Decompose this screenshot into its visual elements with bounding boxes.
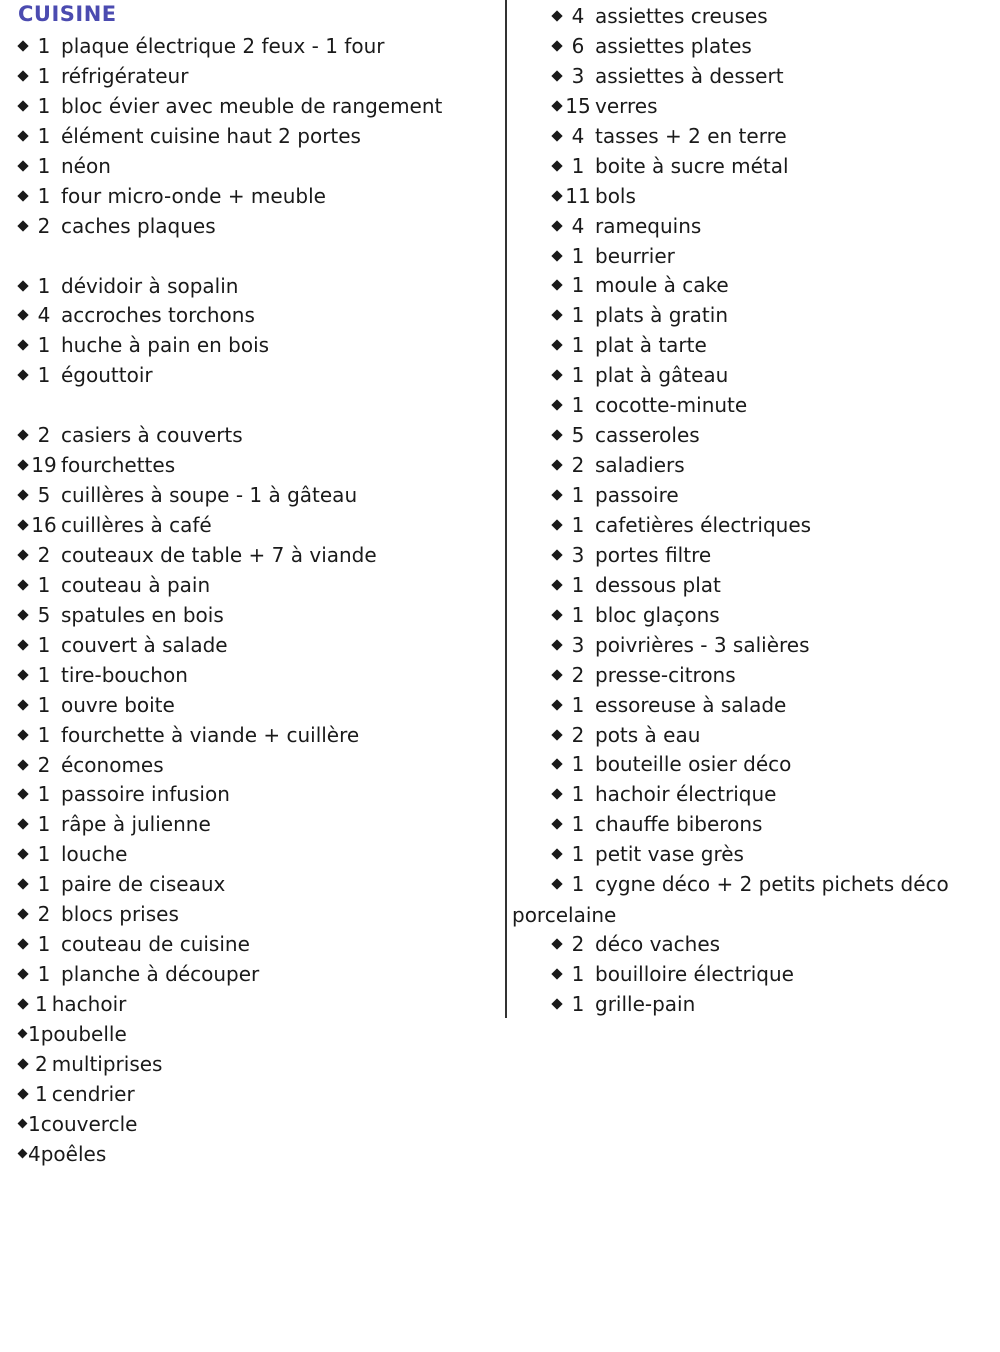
item-quantity: 1 (37, 363, 51, 388)
list-item (16, 1020, 496, 1050)
item-label: assiettes plates (595, 33, 752, 58)
item-quantity: 3 (571, 632, 585, 657)
list-item (550, 780, 990, 810)
item-label: beurrier (595, 243, 675, 268)
list-item (16, 212, 496, 242)
item-label: passoire (595, 483, 679, 507)
item-quantity: 11 (565, 183, 591, 208)
list-item (16, 1050, 496, 1080)
item-label: râpe à julienne (61, 812, 211, 837)
item-label: bols (595, 183, 636, 208)
item-quantity: 1 (35, 992, 48, 1016)
item-label: dévidoir à sopalin (61, 273, 239, 298)
item-quantity: 1 (37, 34, 51, 58)
item-quantity: 1 (37, 572, 51, 597)
list-item (16, 331, 496, 361)
list-item (16, 900, 496, 930)
list-item (16, 721, 496, 751)
item-quantity: 19 (31, 453, 57, 478)
item-quantity: 1 (571, 962, 585, 986)
list-item (550, 870, 990, 900)
item-label: cendrier (51, 1081, 135, 1106)
item-quantity: 1 (571, 333, 585, 358)
list-item (550, 2, 990, 32)
item-quantity: 1 (571, 872, 585, 897)
wrapped-continuation: porcelaine (512, 903, 617, 927)
item-label: fourchettes (61, 453, 176, 478)
list-item (16, 361, 496, 391)
item-label: accroches torchons (61, 303, 255, 328)
item-label: poubelle (40, 1021, 127, 1046)
right-column (550, 2, 990, 1020)
diamond-bullet-icon (18, 1149, 28, 1159)
list-item (550, 242, 990, 272)
list-item (550, 541, 990, 571)
list-item (550, 960, 990, 990)
list-item (550, 331, 990, 361)
item-quantity: 1 (571, 692, 585, 717)
item-quantity: 4 (571, 4, 585, 28)
item-label: couvert à salade (61, 632, 228, 657)
list-item (16, 122, 496, 152)
item-label: plaque électrique 2 feux - 1 four (61, 34, 385, 58)
item-quantity: 1 (37, 962, 51, 987)
blank-spacer (16, 242, 496, 272)
list-item (16, 930, 496, 960)
item-label: économes (61, 752, 164, 777)
list-item (16, 960, 496, 990)
list-item (16, 990, 496, 1020)
item-label: bouteille osier déco (595, 752, 792, 777)
list-item (16, 631, 496, 661)
item-quantity: 4 (37, 303, 51, 328)
item-quantity: 1 (571, 572, 585, 597)
item-label: tire-bouchon (61, 662, 188, 687)
item-quantity: 1 (571, 483, 585, 507)
list-item (16, 92, 496, 122)
item-quantity: 1 (37, 93, 51, 118)
list-item (16, 541, 496, 571)
item-quantity: 1 (571, 842, 585, 867)
item-label: tasses + 2 en terre (595, 123, 787, 148)
diamond-bullet-icon (17, 1058, 28, 1069)
list-item (16, 301, 496, 331)
list-item (550, 62, 990, 92)
item-quantity: 15 (565, 93, 591, 118)
item-label: planche à découper (61, 962, 260, 987)
item-label: fourchette à viande + cuillère (61, 722, 360, 747)
item-label: réfrigérateur (61, 63, 189, 88)
item-quantity: 2 (37, 542, 51, 567)
item-label: cuillères à café (61, 513, 212, 537)
list-item (550, 511, 990, 541)
item-label: verres (595, 93, 658, 118)
item-quantity: 1 (28, 1111, 41, 1136)
diamond-bullet-icon (18, 1119, 28, 1129)
item-quantity: 1 (37, 812, 51, 837)
column-divider (505, 0, 507, 1018)
item-quantity: 1 (37, 333, 51, 358)
item-label: huche à pain en bois (61, 333, 270, 358)
item-quantity: 5 (37, 602, 51, 627)
item-quantity: 1 (37, 632, 51, 657)
list-item (550, 361, 990, 391)
item-quantity: 5 (571, 423, 585, 448)
list-item (550, 212, 990, 242)
item-label: couteau de cuisine (61, 932, 250, 957)
item-quantity: 1 (37, 872, 51, 897)
list-item (550, 661, 990, 691)
item-label: déco vaches (595, 932, 721, 957)
item-label: grille-pain (595, 991, 696, 1016)
item-quantity: 16 (31, 513, 57, 537)
list-item (550, 990, 990, 1020)
item-label: ouvre boite (61, 692, 175, 717)
item-label: poivrières - 3 salières (595, 632, 810, 657)
item-quantity: 2 (37, 213, 51, 238)
list-item (550, 601, 990, 631)
diamond-bullet-icon (17, 1088, 28, 1099)
item-quantity: 1 (571, 752, 585, 777)
list-item (16, 780, 496, 810)
list-item (550, 451, 990, 481)
item-quantity: 2 (571, 932, 585, 957)
item-quantity: 1 (571, 602, 585, 627)
left-column (16, 32, 496, 1170)
item-label: plats à gratin (595, 303, 728, 328)
list-item (550, 152, 990, 182)
list-item (16, 152, 496, 182)
item-label: paire de ciseaux (61, 872, 226, 897)
item-quantity: 1 (37, 123, 51, 148)
item-quantity: 1 (37, 932, 51, 957)
item-label: couteau à pain (61, 572, 211, 597)
list-item (550, 691, 990, 721)
item-quantity: 1 (571, 243, 585, 268)
list-item (550, 631, 990, 661)
list-item (550, 182, 990, 212)
item-quantity: 1 (571, 273, 585, 298)
item-quantity: 1 (37, 63, 51, 88)
item-quantity: 1 (571, 153, 585, 178)
item-label: ramequins (595, 213, 702, 238)
item-quantity: 1 (37, 183, 51, 208)
item-label: dessous plat (595, 572, 721, 597)
list-item (16, 1140, 496, 1170)
diamond-bullet-icon (17, 998, 28, 1009)
list-item (16, 840, 496, 870)
item-quantity: 2 (35, 1051, 48, 1076)
item-label: caches plaques (61, 213, 216, 238)
item-label: boite à sucre métal (595, 153, 789, 178)
item-quantity: 1 (37, 842, 51, 867)
item-label: essoreuse à salade (595, 692, 787, 717)
item-label: plat à tarte (595, 333, 707, 358)
list-item (16, 571, 496, 601)
item-quantity: 3 (571, 63, 585, 88)
item-quantity: 1 (35, 1081, 48, 1106)
list-item (550, 32, 990, 62)
list-item (550, 750, 990, 780)
list-item (16, 810, 496, 840)
item-quantity: 4 (571, 213, 585, 238)
item-quantity: 2 (37, 423, 51, 448)
list-item (550, 840, 990, 870)
item-quantity: 5 (37, 483, 51, 508)
item-quantity: 2 (37, 752, 51, 777)
list-item (16, 1110, 496, 1140)
list-item (550, 571, 990, 601)
list-item (16, 32, 496, 62)
item-label: cuillères à soupe - 1 à gâteau (61, 483, 358, 508)
list-item (16, 751, 496, 781)
item-label: hachoir (51, 992, 127, 1016)
list-item (550, 271, 990, 301)
item-label: passoire infusion (61, 782, 230, 807)
item-quantity: 1 (571, 363, 585, 388)
item-label: chauffe biberons (595, 812, 763, 837)
item-quantity: 1 (571, 303, 585, 328)
list-item (16, 481, 496, 511)
item-quantity: 4 (571, 123, 585, 148)
item-label: couteaux de table + 7 à viande (61, 542, 377, 567)
item-quantity: 1 (37, 273, 51, 298)
list-item (16, 182, 496, 212)
item-quantity: 1 (571, 393, 585, 418)
item-label: cocotte-minute (595, 393, 748, 418)
item-label: cafetières électriques (595, 512, 812, 537)
list-item (16, 691, 496, 721)
item-label: louche (61, 842, 128, 867)
item-label: saladiers (595, 453, 685, 478)
item-label: blocs prises (61, 902, 179, 927)
item-quantity: 1 (37, 692, 51, 717)
list-item (550, 421, 990, 451)
list-item (550, 810, 990, 840)
item-label: néon (61, 153, 111, 178)
list-item (550, 92, 990, 122)
list-item (16, 870, 496, 900)
item-quantity: 2 (571, 453, 585, 478)
list-item (16, 511, 496, 541)
item-quantity: 1 (37, 722, 51, 747)
item-label: portes filtre (595, 542, 712, 567)
item-label: casiers à couverts (61, 423, 243, 448)
item-label: multiprises (51, 1051, 163, 1076)
item-quantity: 1 (28, 1021, 41, 1046)
item-label: bloc évier avec meuble de rangement (61, 93, 443, 118)
item-quantity: 2 (571, 722, 585, 747)
item-quantity: 1 (571, 782, 585, 807)
item-label: bloc glaçons (595, 602, 720, 627)
item-label: assiettes à dessert (595, 63, 784, 88)
list-item (550, 301, 990, 331)
list-item (550, 930, 990, 960)
item-quantity: 6 (571, 33, 585, 58)
list-item (550, 721, 990, 751)
item-label: hachoir électrique (595, 782, 777, 807)
list-item (16, 62, 496, 92)
diamond-bullet-icon (18, 1029, 28, 1039)
list-item (16, 272, 496, 302)
list-item (16, 421, 496, 451)
item-label: poêles (40, 1141, 107, 1166)
item-quantity: 2 (37, 902, 51, 927)
item-quantity: 4 (28, 1141, 41, 1166)
blank-spacer (16, 391, 496, 421)
item-quantity: 1 (571, 512, 585, 537)
item-quantity: 1 (37, 153, 51, 178)
item-label: moule à cake (595, 273, 729, 298)
item-label: presse-citrons (595, 662, 736, 687)
item-label: bouilloire électrique (595, 962, 794, 986)
item-label: couvercle (40, 1111, 138, 1136)
item-quantity: 1 (571, 812, 585, 837)
item-label: assiettes creuses (595, 4, 768, 28)
list-item (550, 122, 990, 152)
item-label: casseroles (595, 423, 700, 448)
item-quantity: 1 (37, 662, 51, 687)
list-item (16, 451, 496, 481)
item-quantity: 1 (571, 991, 585, 1016)
list-item (16, 601, 496, 631)
item-label: plat à gâteau (595, 363, 729, 388)
item-label: four micro-onde + meuble (61, 183, 326, 208)
item-label: cygne déco + 2 petits pichets déco (595, 872, 949, 897)
item-label: pots à eau (595, 722, 701, 747)
item-quantity: 2 (571, 662, 585, 687)
list-item (550, 391, 990, 421)
item-quantity: 3 (571, 542, 585, 567)
item-label: égouttoir (61, 363, 153, 388)
item-label: spatules en bois (61, 602, 224, 627)
item-quantity: 1 (37, 782, 51, 807)
item-label: élément cuisine haut 2 portes (61, 123, 361, 148)
item-label: petit vase grès (595, 842, 744, 867)
section-title: CUISINE (18, 2, 117, 26)
list-item (550, 481, 990, 511)
list-item (16, 661, 496, 691)
list-item (16, 1080, 496, 1110)
